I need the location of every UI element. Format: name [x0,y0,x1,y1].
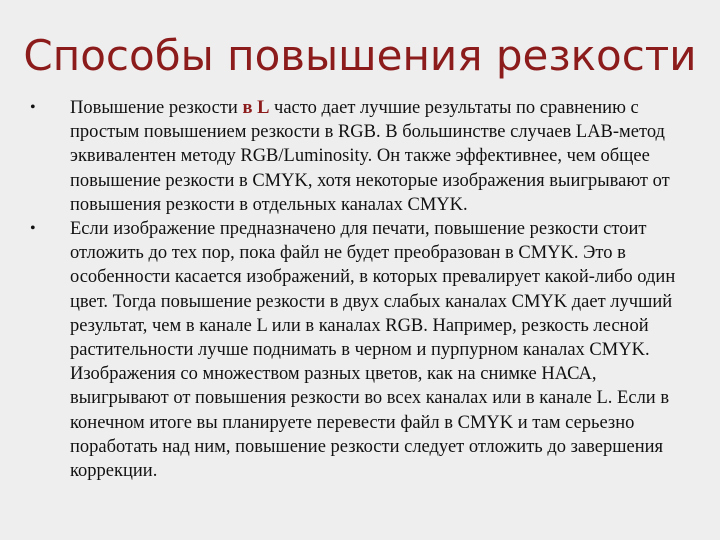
bullet-text-1 [70,96,698,217]
bullet-icon: • [30,99,36,116]
bullet-1-text-after: часто дает лучшие результаты по сравнению с простым повышением резкости в RGB. В большинстве случаев LAB-метод эквивалентен методу RGB/Luminosity. Он также эффективнее, чем общее повышение резкости в CMYK, хотя некоторые изображения выигрывают от повышения резкости в отдельных каналах CMYK. [70,98,670,215]
bullet-icon: • [30,220,36,238]
list-item [30,96,698,217]
list-item [30,217,698,483]
highlight-term: в L [242,98,270,118]
slide-title: Способы повышения резкости [23,31,697,80]
bullet-text-2: Если изображение предназначено для печати, повышение резкости стоит отложить до тех пор, пока файл не будет преобразован в CMYK. Это в особенности касается изображений, в которых превалирует какой-либо один цвет. Тогда повышение резкости в двух слабых каналах CMYK дает лучший результат, чем в канале L или в каналах RGB. Например, резкость лесной растительности лучше поднимать в черном и пурпурном каналах CMYK. Изображения со множеством разных цветов, как на снимке НАСА, выигрывают от повышения резкости во всех каналах или в канале L. Если в конечном итоге вы планируете перевести файл в CMYK и там серьезно поработать над ним, повышение резкости следует отложить до завершения коррекции. [70,219,676,482]
bullet-1-text-before: Повышение резкости [70,98,243,118]
bullet-list [30,96,698,483]
